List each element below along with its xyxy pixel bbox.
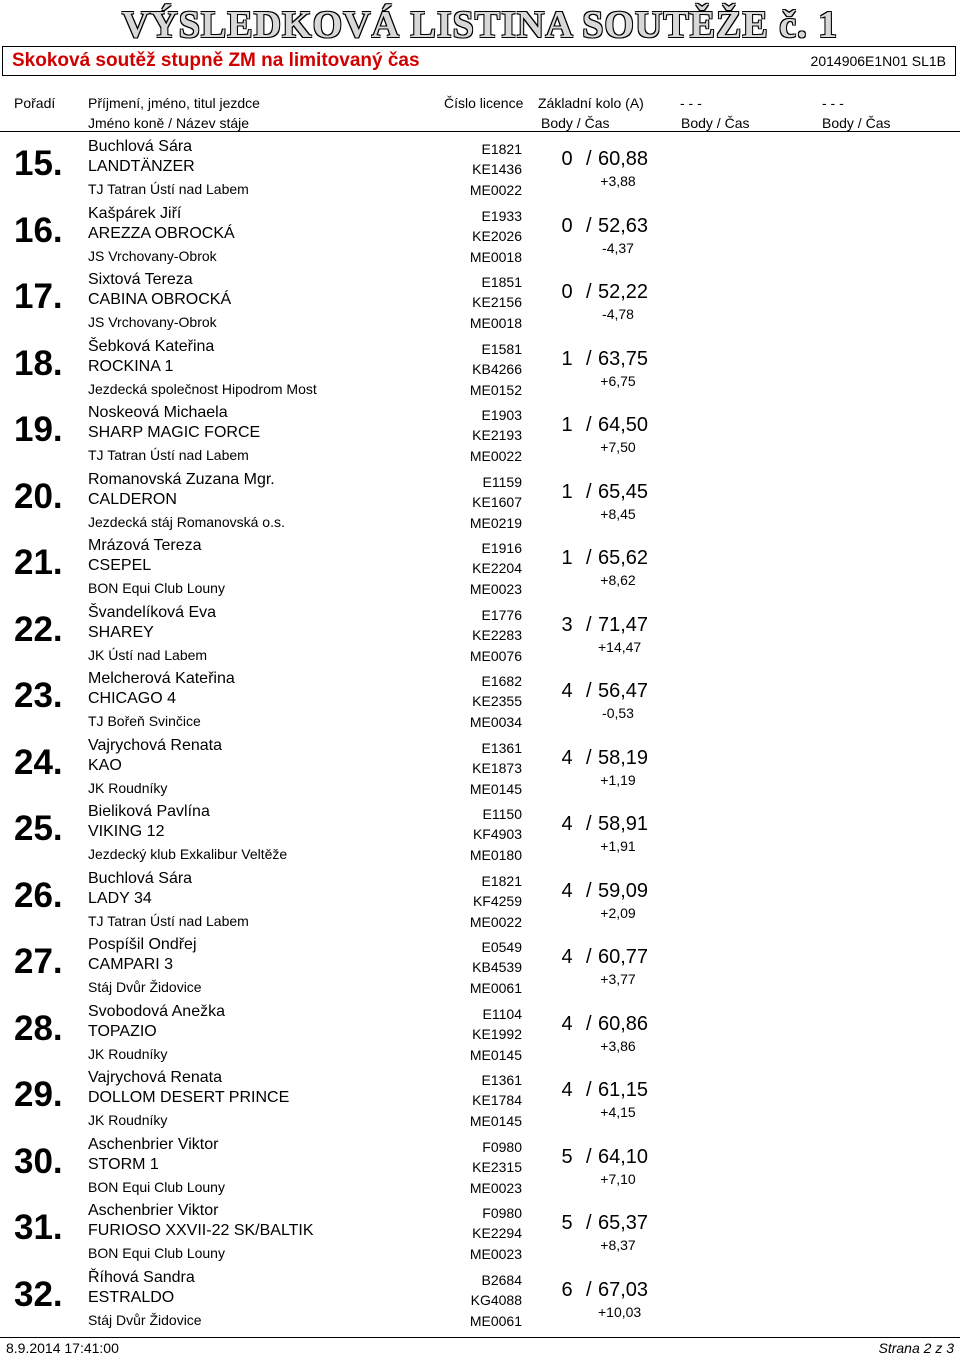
time-difference: +8,45 <box>600 505 636 522</box>
penalty-points: 1 <box>561 547 573 569</box>
separator-slash: / <box>586 1079 592 1101</box>
rider-name: Buchlová Sára <box>88 138 193 155</box>
club-name: JK Roudníky <box>88 1112 168 1128</box>
horse-license: KE2026 <box>472 227 522 244</box>
rank-number: 20. <box>14 476 63 516</box>
separator-slash: / <box>586 813 592 835</box>
club-name: JK Roudníky <box>88 1045 168 1062</box>
club-license: ME0023 <box>469 581 522 597</box>
penalty-points: 5 <box>561 1145 573 1168</box>
club-license: ME0076 <box>469 647 522 664</box>
horse-name: STORM 1 <box>88 1155 159 1173</box>
club-name: TJ Bořeň Svinčice <box>88 713 201 729</box>
rider-license: E1903 <box>481 407 522 423</box>
time-difference: +1,19 <box>600 771 636 788</box>
club-name: Stáj Dvůr Židovice <box>88 979 202 995</box>
horse-license: KF4259 <box>472 892 522 909</box>
round-time: 65,62 <box>598 547 649 569</box>
penalty-points: 4 <box>561 746 573 769</box>
penalty-points: 4 <box>561 813 573 835</box>
rider-license: E1821 <box>481 141 522 157</box>
result-row <box>0 201 960 267</box>
penalty-points: 5 <box>561 1212 573 1234</box>
club-name: BON Equi Club Louny <box>88 580 225 596</box>
result-row <box>0 666 960 732</box>
horse-license: KE2315 <box>472 1158 522 1175</box>
header-round2: - - - <box>680 95 702 111</box>
round-time: 63,75 <box>598 347 649 370</box>
round-time: 56,47 <box>598 680 649 702</box>
club-name: Jezdecká stáj Romanovská o.s. <box>88 513 285 530</box>
rider-name: Šebková Kateřina <box>88 337 215 355</box>
club-license: ME0061 <box>469 1312 522 1329</box>
club-name: JS Vrchovany-Obrok <box>88 314 217 330</box>
club-license: ME0018 <box>469 315 522 331</box>
time-difference: +8,62 <box>600 572 636 588</box>
penalty-points: 0 <box>561 148 573 170</box>
round-time: 60,77 <box>598 946 649 968</box>
penalty-points: 1 <box>561 480 573 503</box>
result-row <box>0 1265 960 1331</box>
rider-license: E1104 <box>482 1005 522 1022</box>
time-difference: -4,37 <box>602 239 634 256</box>
time-difference: +4,15 <box>600 1104 636 1120</box>
header-round1: Základní kolo (A) <box>538 95 644 111</box>
penalty-points: 0 <box>561 281 573 303</box>
club-license: ME0145 <box>469 1046 522 1063</box>
horse-license: KE2193 <box>472 427 522 443</box>
club-name: Jezdecká společnost Hipodrom Most <box>88 380 317 397</box>
round-time: 64,10 <box>598 1145 649 1168</box>
rank-number: 28. <box>14 1008 63 1048</box>
time-difference: +7,50 <box>600 439 636 455</box>
round-time: 60,86 <box>598 1012 649 1035</box>
time-difference: +3,88 <box>600 173 636 189</box>
round-time: 71,47 <box>598 613 649 636</box>
separator-slash: / <box>586 547 592 569</box>
rank-number: 18. <box>14 343 63 383</box>
rider-name: Říhová Sandra <box>88 1268 195 1286</box>
document-code: 2014906E1N01 SL1B <box>810 53 946 69</box>
club-license: ME0023 <box>469 1179 522 1196</box>
rider-name: Aschenbrier Viktor <box>88 1135 219 1153</box>
round-time: 58,91 <box>598 813 649 835</box>
rank-number: 17. <box>14 277 63 316</box>
rider-name: Svobodová Anežka <box>88 1002 225 1020</box>
round-time: 59,09 <box>598 879 649 902</box>
rank-number: 23. <box>14 676 63 715</box>
horse-license: KE2355 <box>472 693 522 709</box>
rank-number: 19. <box>14 410 63 449</box>
club-license: ME0023 <box>469 1246 522 1262</box>
horse-license: KF4903 <box>472 826 522 842</box>
horse-name: AREZZA OBROCKÁ <box>88 224 235 242</box>
rider-license: E1851 <box>481 274 522 290</box>
rider-name: Švandelíková Eva <box>88 603 217 621</box>
rider-license: E1581 <box>481 340 522 357</box>
horse-license: KB4539 <box>472 959 522 975</box>
time-difference: +3,77 <box>600 971 636 987</box>
club-license: ME0061 <box>469 980 522 996</box>
club-license: ME0145 <box>469 780 522 797</box>
club-license: ME0022 <box>469 448 522 464</box>
horse-name: CSEPEL <box>88 557 152 574</box>
page-number: Strana 2 z 3 <box>878 1340 954 1356</box>
separator-slash: / <box>586 148 592 170</box>
round-time: 52,22 <box>598 281 649 303</box>
result-row <box>0 134 960 200</box>
penalty-points: 4 <box>561 879 573 902</box>
separator-slash: / <box>586 1278 592 1301</box>
rider-name: Vajrychová Renata <box>88 736 222 754</box>
rider-license: E1776 <box>481 606 522 623</box>
rider-license: B2684 <box>481 1271 522 1288</box>
result-row <box>0 467 960 533</box>
rank-number: 25. <box>14 809 63 848</box>
rider-license: E1159 <box>482 473 522 490</box>
separator-slash: / <box>586 281 592 303</box>
horse-license: KE1436 <box>472 161 522 177</box>
horse-name: LADY 34 <box>88 889 152 907</box>
horse-name: CABINA OBROCKÁ <box>88 291 232 308</box>
rider-license: E1933 <box>481 207 522 224</box>
club-name: Stáj Dvůr Židovice <box>88 1311 202 1328</box>
header-round3: - - - <box>822 95 844 111</box>
separator-slash: / <box>586 746 592 769</box>
time-difference: +6,75 <box>600 372 636 389</box>
separator-slash: / <box>586 613 592 636</box>
rank-number: 31. <box>14 1208 63 1247</box>
rank-number: 29. <box>14 1075 63 1114</box>
round-time: 52,63 <box>598 214 649 237</box>
club-license: ME0022 <box>469 913 522 930</box>
rider-name: Vajrychová Renata <box>88 1069 222 1086</box>
penalty-points: 1 <box>561 347 573 370</box>
result-row <box>0 600 960 666</box>
header-body-cas-3: Body / Čas <box>822 115 891 131</box>
header-body-cas-2: Body / Čas <box>681 115 750 131</box>
club-license: ME0018 <box>469 248 522 265</box>
club-name: JS Vrchovany-Obrok <box>88 247 217 264</box>
horse-name: SHAREY <box>88 623 154 641</box>
horse-license: KE1607 <box>472 493 522 510</box>
rider-name: Buchlová Sára <box>88 869 193 887</box>
rank-number: 16. <box>14 210 63 250</box>
time-difference: +14,47 <box>598 638 642 655</box>
rider-name: Mrázová Tereza <box>88 537 202 554</box>
rank-number: 24. <box>14 742 63 782</box>
club-name: JK Roudníky <box>88 779 168 796</box>
rank-number: 27. <box>14 942 63 981</box>
separator-slash: / <box>586 946 592 968</box>
result-row <box>0 400 960 466</box>
rider-name: Aschenbrier Viktor <box>88 1202 219 1219</box>
rider-name: Kašpárek Jiří <box>88 204 182 222</box>
club-name: Jezdecký klub Exkalibur Veltěže <box>88 846 288 862</box>
club-license: ME0180 <box>469 847 522 863</box>
rider-name: Romanovská Zuzana Mgr. <box>88 470 275 488</box>
page-title: VÝSLEDKOVÁ LISTINA SOUTĚŽE č. 1 <box>121 4 839 46</box>
club-name: JK Ústí nad Labem <box>88 646 208 663</box>
result-row <box>0 733 960 799</box>
header-license: Číslo licence <box>444 95 524 111</box>
rider-license: F0980 <box>482 1138 522 1155</box>
club-name: TJ Tatran Ústí nad Labem <box>88 912 249 929</box>
time-difference: +7,10 <box>600 1170 636 1187</box>
header-horse-club: Jméno koně / Název stáje <box>88 115 250 131</box>
separator-slash: / <box>586 879 592 902</box>
horse-license: KE1992 <box>472 1025 522 1042</box>
horse-license: KE2294 <box>472 1225 522 1241</box>
horse-license: KG4088 <box>470 1291 522 1308</box>
horse-name: CHICAGO 4 <box>88 690 177 707</box>
club-name: BON Equi Club Louny <box>88 1245 225 1261</box>
result-row <box>0 1132 960 1198</box>
penalty-points: 4 <box>561 1079 573 1101</box>
rider-license: E1682 <box>481 673 522 689</box>
separator-slash: / <box>586 680 592 702</box>
club-license: ME0152 <box>469 381 522 398</box>
horse-name: TOPAZIO <box>88 1022 157 1040</box>
rank-number: 21. <box>14 543 63 582</box>
club-license: ME0145 <box>469 1113 522 1129</box>
club-name: BON Equi Club Louny <box>88 1178 225 1195</box>
time-difference: +8,37 <box>600 1237 636 1253</box>
separator-slash: / <box>586 347 592 370</box>
rank-number: 26. <box>14 875 63 915</box>
time-difference: +1,91 <box>600 838 636 854</box>
result-row <box>0 267 960 333</box>
round-time: 58,19 <box>598 746 649 769</box>
penalty-points: 1 <box>561 414 573 436</box>
header-rank: Pořadí <box>14 95 56 111</box>
result-row <box>0 866 960 932</box>
rider-name: Melcherová Kateřina <box>88 670 235 687</box>
rider-name: Noskeová Michaela <box>88 404 228 421</box>
penalty-points: 4 <box>561 1012 573 1035</box>
rank-number: 22. <box>14 609 63 649</box>
result-row <box>0 799 960 865</box>
horse-license: KE1873 <box>472 759 522 776</box>
result-row <box>0 533 960 599</box>
separator-slash: / <box>586 480 592 503</box>
rider-license: E0549 <box>481 939 522 955</box>
horse-license: KE2204 <box>472 560 522 576</box>
club-license: ME0022 <box>469 182 522 198</box>
horse-name: ESTRALDO <box>88 1288 175 1306</box>
time-difference: +2,09 <box>600 904 636 921</box>
horse-name: DOLLOM DESERT PRINCE <box>88 1089 290 1106</box>
rider-license: E1361 <box>481 1072 522 1088</box>
horse-name: KAO <box>88 756 122 774</box>
club-license: ME0219 <box>469 514 522 531</box>
result-row <box>0 932 960 998</box>
horse-name: ROCKINA 1 <box>88 357 174 375</box>
footer-divider <box>0 1337 960 1338</box>
header-divider <box>0 131 960 132</box>
time-difference: +10,03 <box>598 1303 642 1320</box>
club-name: TJ Tatran Ústí nad Labem <box>88 181 249 197</box>
horse-name: VIKING 12 <box>88 823 165 840</box>
result-row <box>0 334 960 400</box>
horse-name: FURIOSO XXVII-22 SK/BALTIK <box>88 1222 314 1239</box>
horse-license: KE2283 <box>472 626 522 643</box>
club-name: TJ Tatran Ústí nad Labem <box>88 447 249 463</box>
round-time: 65,45 <box>598 480 649 503</box>
rider-license: E1821 <box>481 872 522 889</box>
rider-license: E1361 <box>481 739 522 756</box>
competition-subtitle: Skoková soutěž stupně ZM na limitovaný čas <box>12 50 420 71</box>
round-time: 67,03 <box>598 1278 649 1301</box>
result-row <box>0 1198 960 1264</box>
result-row <box>0 1065 960 1131</box>
header-rider: Příjmení, jméno, titul jezdce <box>88 95 260 111</box>
horse-name: CAMPARI 3 <box>88 956 174 973</box>
club-license: ME0034 <box>469 714 522 730</box>
time-difference: -4,78 <box>602 306 634 322</box>
penalty-points: 3 <box>561 613 573 636</box>
horse-license: KE1784 <box>472 1092 522 1108</box>
penalty-points: 6 <box>561 1278 573 1301</box>
rank-number: 32. <box>14 1274 63 1314</box>
rank-number: 15. <box>14 144 63 183</box>
header-body-cas-1: Body / Čas <box>541 115 610 131</box>
print-timestamp: 8.9.2014 17:41:00 <box>6 1340 119 1356</box>
rank-number: 30. <box>14 1141 63 1181</box>
rider-name: Pospíšil Ondřej <box>88 936 197 953</box>
horse-license: KE2156 <box>472 294 522 310</box>
round-time: 60,88 <box>598 148 649 170</box>
penalty-points: 4 <box>561 680 573 702</box>
horse-license: KB4266 <box>472 360 522 377</box>
horse-name: SHARP MAGIC FORCE <box>88 424 261 441</box>
penalty-points: 0 <box>561 214 573 237</box>
separator-slash: / <box>586 1012 592 1035</box>
time-difference: -0,53 <box>602 705 634 721</box>
penalty-points: 4 <box>561 946 573 968</box>
rider-name: Bieliková Pavlína <box>88 803 210 820</box>
separator-slash: / <box>586 414 592 436</box>
separator-slash: / <box>586 1145 592 1168</box>
rider-license: F0980 <box>482 1205 522 1221</box>
round-time: 65,37 <box>598 1212 649 1234</box>
rider-license: E1916 <box>481 540 522 556</box>
round-time: 64,50 <box>598 414 649 436</box>
horse-name: LANDTÄNZER <box>88 158 195 175</box>
horse-name: CALDERON <box>88 490 177 508</box>
separator-slash: / <box>586 214 592 237</box>
time-difference: +3,86 <box>600 1037 636 1054</box>
round-time: 61,15 <box>598 1079 649 1101</box>
rider-name: Sixtová Tereza <box>88 271 193 288</box>
rider-license: E1150 <box>482 806 522 822</box>
separator-slash: / <box>586 1212 592 1234</box>
result-row <box>0 999 960 1065</box>
